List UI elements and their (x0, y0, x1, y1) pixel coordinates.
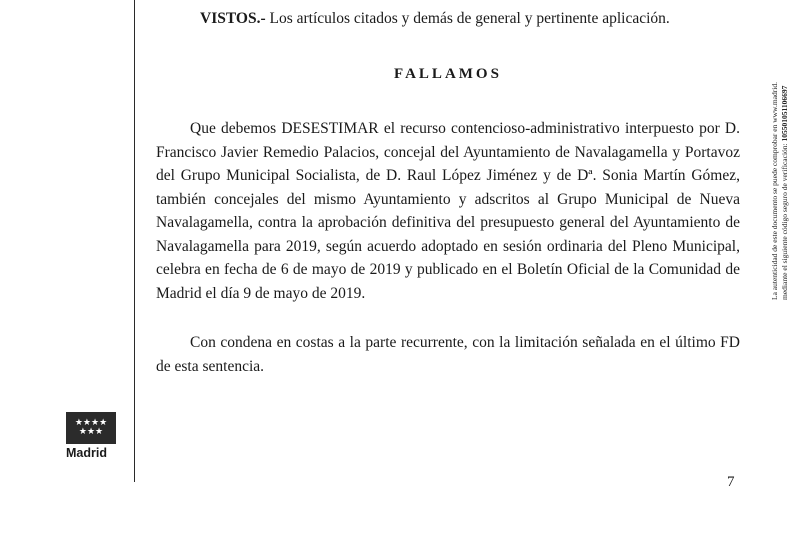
logo-name: Madrid (66, 446, 107, 460)
fallamos-heading: FALLAMOS (394, 66, 502, 82)
verification-line-2 (780, 82, 790, 300)
margin-line (134, 0, 135, 482)
verification-code: 105501051106697 (779, 85, 789, 142)
logo-emblem (66, 412, 116, 444)
verification-line-2-text: mediante el siguiente código seguro de verificación: (779, 143, 789, 300)
logo-stars-bottom: ★★★ (78, 427, 104, 437)
comunidad-madrid-logo (66, 412, 118, 458)
logo-stars-top: ★★★★ (74, 418, 108, 428)
verification-note (770, 82, 789, 300)
page-number: 7 (727, 474, 735, 490)
vistos-line (200, 7, 670, 31)
ruling-paragraph: Que debemos DESESTIMAR el recurso contencioso-administrativo interpuesto por D. Francisco Javier Remedio Palacios, concejal del Ayuntamiento de Navalagamella y Portavoz del Grupo Municipal Socialista, de D. Raul López Jiménez y de Dª. Sonia Martín Gómez, también concejales del mismo Ayuntamiento y adscritos al Grupo Municipal de Nueva Navalagamella, contra la aprobación definitiva del presupuesto general del Ayuntamiento de Navalagamella para 2019, según acuerdo adoptado en sesión ordinaria del Pleno Municipal, celebra en fecha de 6 de mayo de 2019 y publicado en el Boletín Oficial de la Comunidad de Madrid el día 9 de mayo de 2019. (156, 120, 740, 302)
vistos-text: Los artículos citados y demás de general y pertinente aplicación. (265, 10, 670, 27)
costs-paragraph: Con condena en costas a la parte recurrente, con la limitación señalada en el último FD de esta sentencia. (156, 334, 740, 375)
verification-line-1: La autenticidad de este documento se puede comprobar en www.madrid. (770, 82, 779, 300)
vistos-label: VISTOS.- (200, 10, 266, 27)
